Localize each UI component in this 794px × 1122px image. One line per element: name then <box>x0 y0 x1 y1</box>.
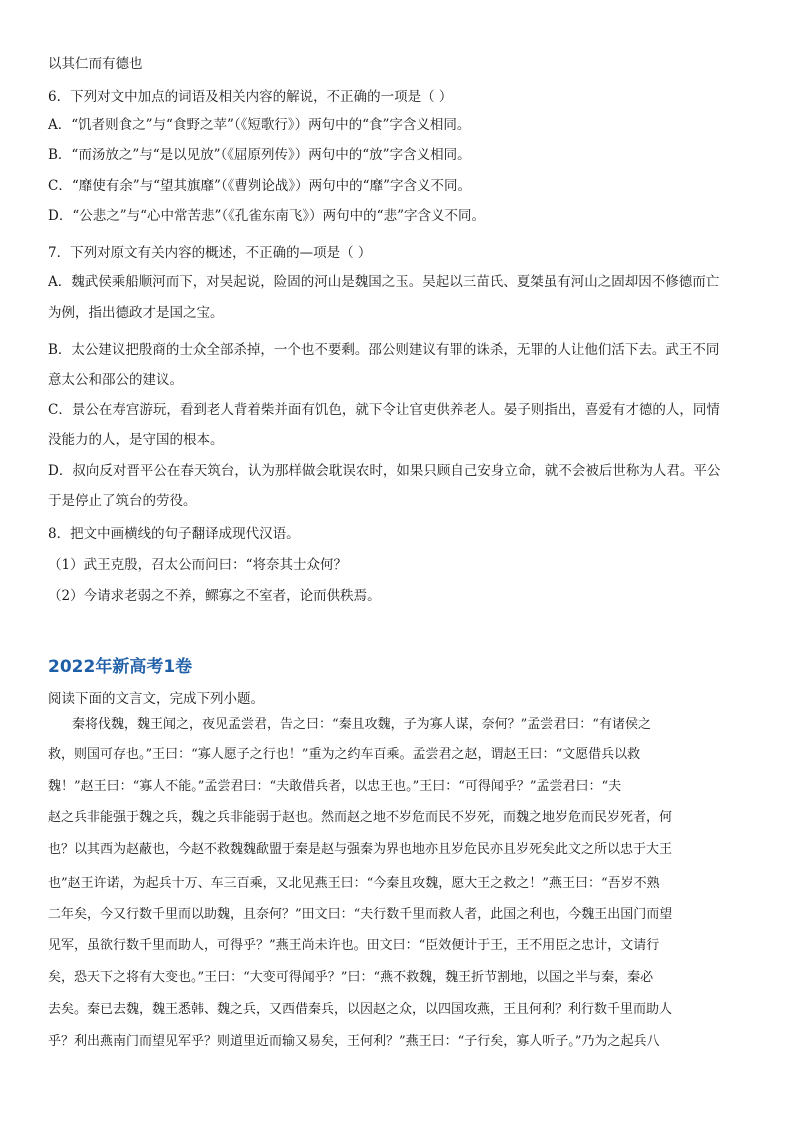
passage-line: 也”赵王许诺，为起兵十万、车三百乘，又北见燕王曰：“今秦且攻魏，愿大王之救之！”燕王曰：“吾岁不熟 <box>48 876 660 891</box>
passage-line: 秦将伐魏，魏王闻之，夜见孟尝君，告之曰：“秦且攻魏，子为寡人谋，奈何？”孟尝君曰：“有诸侯之 <box>72 717 651 732</box>
option-6b: B．“而汤放之”与“是以见放”（《屈原列传》）两句中的“放”字含义相同。 <box>48 147 471 163</box>
option-6c: C．“靡使有余”与“望其旗靡”（《曹刿论战》）两句中的“靡”字含义不同。 <box>48 178 471 194</box>
section-heading: 2022年新高考1卷 <box>48 657 193 677</box>
question-6: 6．下列对文中加点的词语及相关内容的解说，不正确的一项是（ ） <box>48 89 453 105</box>
option-6d: D．“公悲之”与“心中常苦悲”（《孔雀东南飞》）两句中的“悲”字含义不同。 <box>48 208 485 224</box>
option-7d: D．叔向反对晋平公在春天筑台，认为那样做会耽误农时，如果只顾自己安身立命，就不会被后世称为人君。平公 <box>48 463 721 479</box>
option-6a: A．“饥者则食之”与“食野之苹”（《短歌行》）两句中的“食”字含义相同。 <box>48 117 471 133</box>
option-7a-cont: 为例，指出德政才是国之宝。 <box>48 305 224 321</box>
option-7b-cont: 意太公和邵公的建议。 <box>48 372 183 388</box>
question-8-part-2: （2）今请求老弱之不养，鳏寡之不室者，论而供秩焉。 <box>48 588 381 604</box>
option-7c: C．景公在寿宫游玩，看到老人背着柴并面有饥色，就下令让官吏供养老人。晏子则指出，喜爱有才德的人，同情 <box>48 402 720 418</box>
question-8: 8．把文中画横线的句子翻译成现代汉语。 <box>48 526 300 542</box>
passage-line: 赵之兵非能强于魏之兵，魏之兵非能弱于赵也。然而赵之地不岁危而民不岁死，而魏之地岁危而民岁死者，何 <box>48 810 673 825</box>
option-7b: B．太公建议把殷商的士众全部杀掉，一个也不要剩。邵公则建议有罪的诛杀，无罪的人让他们活下去。武王不同 <box>48 342 720 358</box>
passage-line: 魏！”赵王曰：“寡人不能。”孟尝君曰：“夫敢借兵者，以忠王也。”王曰：“可得闻乎？”孟尝君曰：“夫 <box>48 779 622 794</box>
passage-line: 也？以其西为赵蔽也，今赵不救魏魏歃盟于秦是赵与强秦为界也地亦且岁危民亦且岁死矣此文之所以忠于大王 <box>48 842 673 857</box>
passage-line: 矣，恐天下之将有大变也。”王曰：“大变可得闻乎？”曰：“燕不救魏，魏王折节割地，以国之半与秦，秦必 <box>48 970 654 985</box>
option-7d-cont: 于是停止了筑台的劳役。 <box>48 493 197 509</box>
passage-line: 二年矣，今又行数千里而以助魏，且奈何？”田文曰：“夫行数千里而救人者，此国之利也，今魏王出国门而望 <box>48 907 673 922</box>
text-line: 以其仁而有德也 <box>48 56 143 72</box>
passage-line: 见军，虽欲行数千里而助人，可得乎？”燕王尚未许也。田文曰：“臣效便计于王，王不用臣之忠计，文请行 <box>48 938 660 953</box>
passage-line: 救，则国可存也。”王曰：“寡人愿子之行也！”重为之约车百乘。孟尝君之赵，谓赵王曰：“文愿借兵以救 <box>48 747 641 762</box>
question-7: 7．下列对原文有关内容的概述，不正确的—项是（ ） <box>48 245 372 261</box>
question-8-part-1: （1）武王克殷，召太公而问曰：“将奈其士众何？ <box>48 557 347 573</box>
instruction: 阅读下面的文言文，完成下列小题。 <box>48 691 264 707</box>
option-7c-cont: 没能力的人，是守国的根本。 <box>48 432 224 448</box>
passage-line: 乎？利出燕南门而望见军乎？则道里近而输又易矣，王何利？”燕王曰：“子行矣，寡人听子。”乃为之起兵八 <box>48 1034 660 1049</box>
option-7a: A．魏武侯乘船顺河而下，对吴起说，险固的河山是魏国之玉。吴起以三苗氏、夏桀虽有河山之固却因不修德而亡 <box>48 274 720 290</box>
passage-line: 去矣。秦已去魏，魏王悉韩、魏之兵，又西借秦兵，以因赵之众，以四国攻燕，王且何利？利行数千里而助人 <box>48 1002 673 1017</box>
